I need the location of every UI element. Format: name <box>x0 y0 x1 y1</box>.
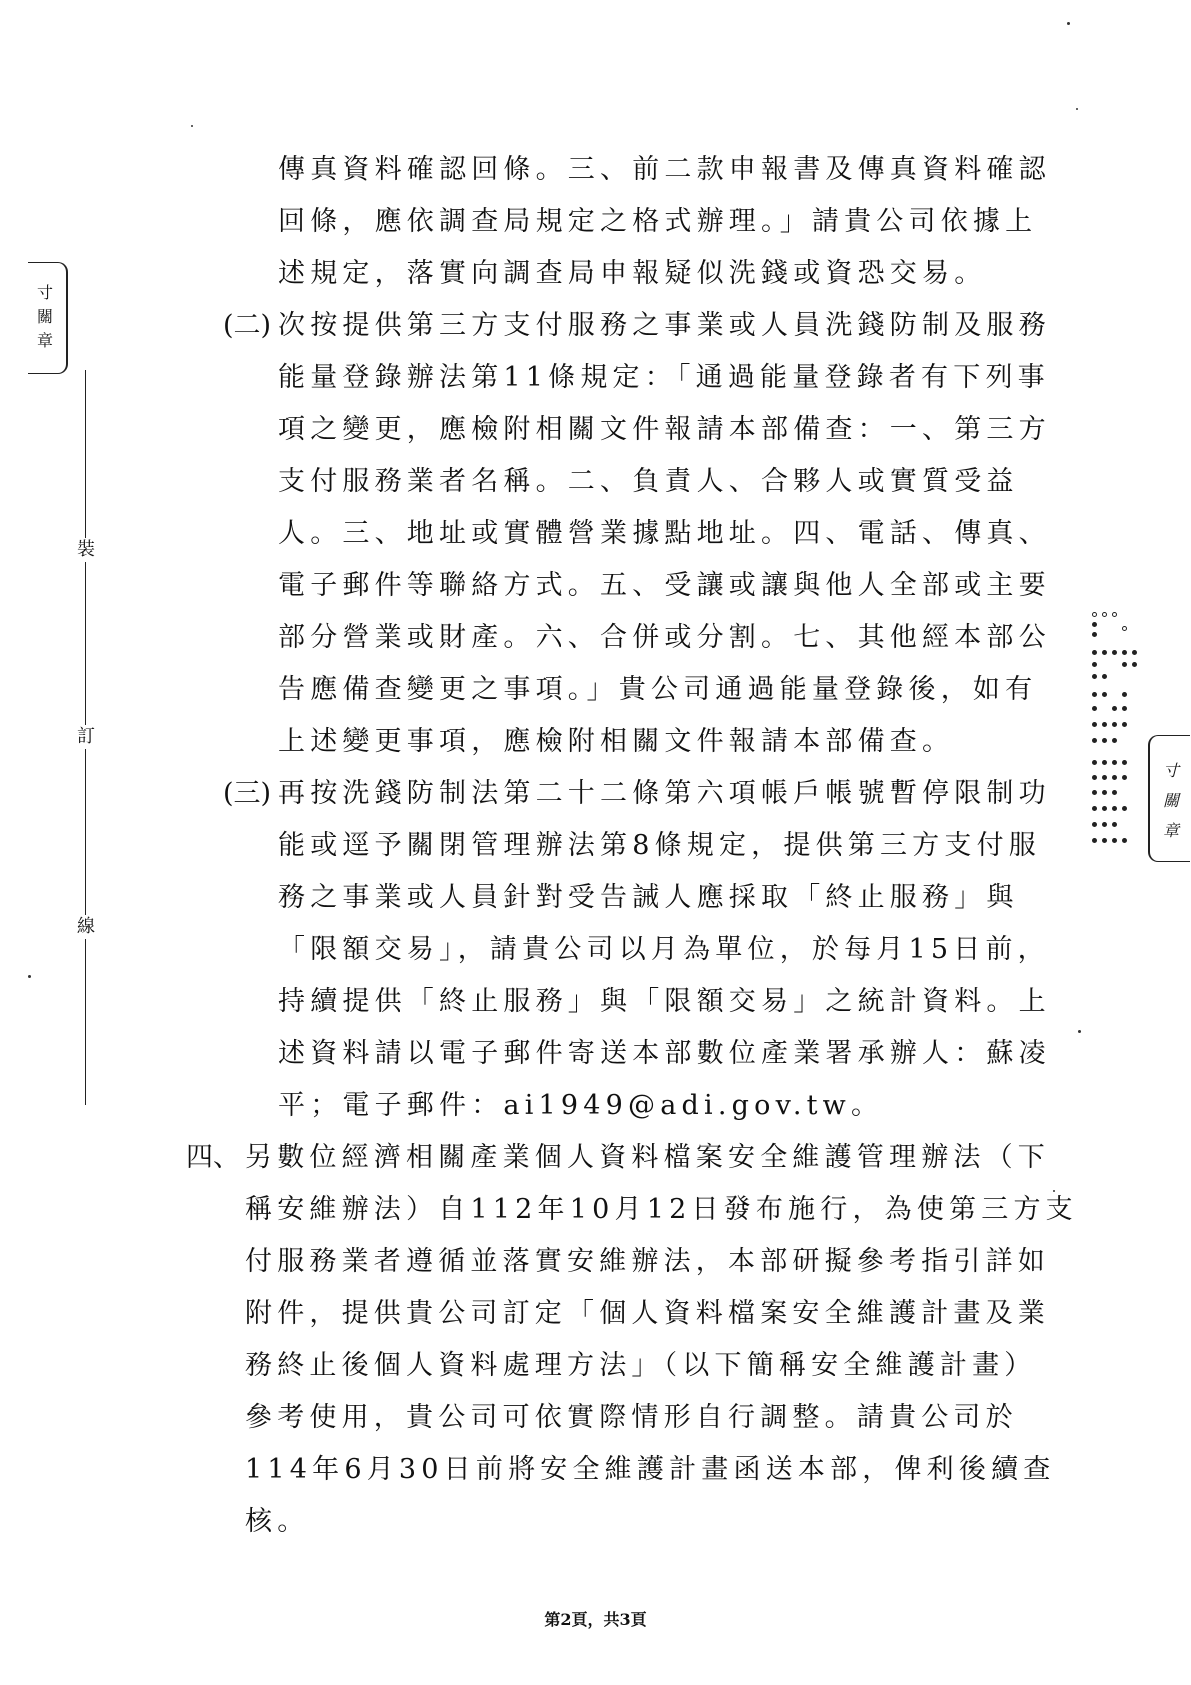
braille-dot <box>1092 632 1097 637</box>
seal-stamp-right-text: 寸 關 章 <box>1162 761 1179 840</box>
item2-label: (二) <box>223 310 272 341</box>
braille-dot <box>1102 738 1107 743</box>
item2-line: 能量登錄辦法第11條規定：「通過能量登錄者有下列事 <box>278 362 1050 393</box>
item2-line: 告應備查變更之事項。」貴公司通過能量登錄後，如有 <box>278 674 1038 705</box>
braille-dot <box>1122 806 1127 811</box>
item4-label: 四、 <box>186 1142 240 1173</box>
braille-dot <box>1092 706 1097 711</box>
item1-line: 述規定，落實向調查局申報疑似洗錢或資恐交易。 <box>278 258 987 289</box>
braille-dot <box>1092 806 1097 811</box>
braille-dot <box>1102 838 1107 843</box>
braille-dot <box>1132 650 1137 655</box>
braille-dot <box>1112 738 1117 743</box>
item4-line: 核。 <box>245 1506 310 1537</box>
braille-dot <box>1102 692 1107 697</box>
braille-dot <box>1112 706 1117 711</box>
braille-dot <box>1092 612 1097 617</box>
braille-dot <box>1112 612 1117 617</box>
binding-char-ding: 訂 <box>74 725 98 749</box>
braille-dot <box>1092 822 1097 827</box>
braille-dot <box>1092 838 1097 843</box>
item2-line: 部分營業或財產。六、合併或分割。七、其他經本部公 <box>278 622 1051 653</box>
item4-line: 稱安維辦法）自112年10月12日發布施行，為使第三方支 <box>245 1194 1078 1225</box>
binding-char-xian: 線 <box>74 915 98 939</box>
braille-dot <box>1122 650 1127 655</box>
braille-dot <box>1112 650 1117 655</box>
braille-dot <box>1092 775 1097 780</box>
scan-speck <box>1078 1030 1081 1033</box>
braille-dot <box>1122 662 1127 667</box>
braille-dot <box>1092 662 1097 667</box>
braille-dot <box>1122 722 1127 727</box>
item4-line: 另數位經濟相關產業個人資料檔案安全維護管理辦法（下 <box>245 1142 1050 1173</box>
braille-dot <box>1102 760 1107 765</box>
item4-line: 114年6月30日前將安全維護計畫函送本部，俾利後續查 <box>245 1454 1056 1485</box>
item4-line: 參考使用，貴公司可依實際情形自行調整。請貴公司於 <box>245 1402 1018 1433</box>
braille-dot <box>1112 790 1117 795</box>
braille-dot <box>1112 838 1117 843</box>
item2-line: 電子郵件等聯絡方式。五、受讓或讓與他人全部或主要 <box>278 570 1051 601</box>
braille-dot <box>1122 706 1127 711</box>
scan-speck <box>1053 1190 1055 1192</box>
braille-dot <box>1102 674 1107 679</box>
item2-line: 人。三、地址或實體營業據點地址。四、電話、傳真、 <box>278 518 1051 549</box>
braille-dot <box>1102 722 1107 727</box>
braille-dot <box>1092 692 1097 697</box>
braille-dot <box>1132 662 1137 667</box>
item2-line: 上述變更事項，應檢附相關文件報請本部備查。 <box>278 726 955 757</box>
item3-line: 「限額交易」，請貴公司以月為單位，於每月15日前， <box>278 934 1050 965</box>
braille-dot <box>1122 775 1127 780</box>
braille-dot <box>1112 760 1117 765</box>
braille-dot <box>1112 806 1117 811</box>
item3-line: 能或逕予關閉管理辦法第8條規定，提供第三方支付服 <box>278 830 1041 861</box>
item2-line: 次按提供第三方支付服務之事業或人員洗錢防制及服務 <box>278 310 1051 341</box>
seal-stamp-right <box>1148 735 1190 862</box>
braille-dot <box>1102 650 1107 655</box>
braille-dot <box>1102 806 1107 811</box>
item3-line: 務之事業或人員針對受告誡人應採取「終止服務」與 <box>278 882 1019 913</box>
braille-dot <box>1092 738 1097 743</box>
braille-dot <box>1112 775 1117 780</box>
binding-char-zhuang: 裝 <box>74 538 98 562</box>
braille-dot <box>1092 622 1097 627</box>
scan-speck <box>1076 108 1078 110</box>
braille-dot <box>1102 822 1107 827</box>
braille-dot <box>1092 674 1097 679</box>
item3-line: 再按洗錢防制法第二十二條第六項帳戶帳號暫停限制功 <box>278 778 1051 809</box>
item1-line: 回條，應依調查局規定之格式辦理。」請貴公司依據上 <box>278 206 1038 237</box>
braille-dot-mark <box>1090 610 1150 870</box>
scan-speck <box>28 975 31 978</box>
item4-line: 附件，提供貴公司訂定「個人資料檔案安全維護計畫及業 <box>245 1298 1050 1329</box>
braille-dot <box>1102 790 1107 795</box>
braille-dot <box>1092 650 1097 655</box>
item4-line: 務終止後個人資料處理方法」（以下簡稱安全維護計畫） <box>245 1350 1037 1381</box>
braille-dot <box>1112 822 1117 827</box>
braille-dot <box>1122 626 1127 631</box>
item2-line: 支付服務業者名稱。二、負責人、合夥人或實質受益 <box>278 466 1019 497</box>
item3-line: 持續提供「終止服務」與「限額交易」之統計資料。上 <box>278 986 1051 1017</box>
seal-stamp-left-text: 寸 關 章 <box>36 283 53 350</box>
scan-speck <box>1067 22 1070 25</box>
item3-line: 平；電子郵件：ai1949@adi.gov.tw。 <box>278 1090 884 1121</box>
item1-line: 傳真資料確認回條。三、前二款申報書及傳真資料確認 <box>278 154 1051 185</box>
braille-dot <box>1092 760 1097 765</box>
braille-dot <box>1102 612 1107 617</box>
braille-dot <box>1122 760 1127 765</box>
braille-dot <box>1122 838 1127 843</box>
braille-dot <box>1092 790 1097 795</box>
item2-line: 項之變更，應檢附相關文件報請本部備查：一、第三方 <box>278 414 1051 445</box>
item3-label: (三) <box>223 778 272 809</box>
braille-dot <box>1092 722 1097 727</box>
item4-line: 付服務業者遵循並落實安維辦法，本部研擬參考指引詳如 <box>245 1246 1050 1277</box>
braille-dot <box>1112 722 1117 727</box>
braille-dot <box>1102 775 1107 780</box>
page-number: 第2頁，共3頁 <box>544 1610 647 1629</box>
braille-dot <box>1122 692 1127 697</box>
item3-line: 述資料請以電子郵件寄送本部數位產業署承辦人：蘇凌 <box>278 1038 1051 1069</box>
scan-speck <box>191 125 193 127</box>
seal-stamp-left <box>28 262 68 374</box>
